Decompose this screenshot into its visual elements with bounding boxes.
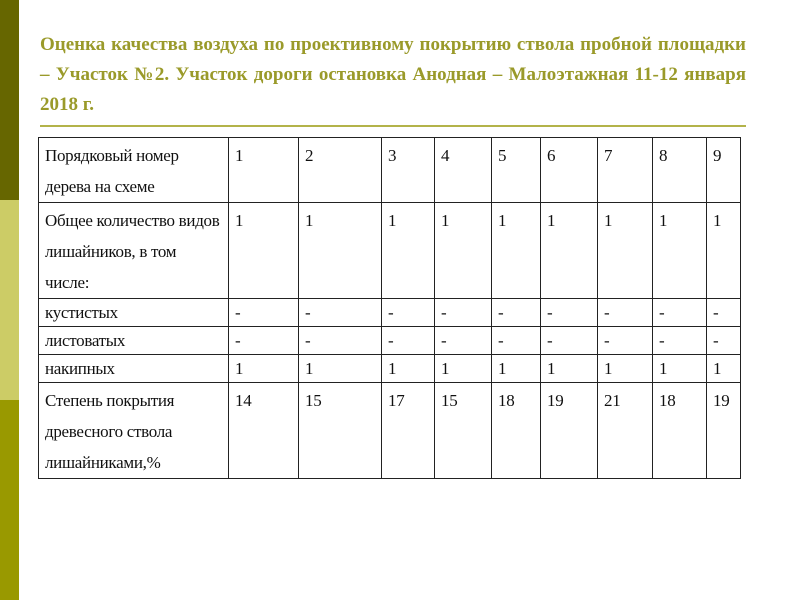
- table-row: [39, 383, 741, 479]
- table-cell: 1: [382, 203, 435, 299]
- table-cell: 8: [653, 138, 707, 203]
- table-cell: -: [229, 299, 299, 327]
- table-cell: 1: [707, 203, 741, 299]
- table-cell: 1: [492, 355, 541, 383]
- row-label: накипных: [39, 355, 229, 383]
- row-label: кустистых: [39, 299, 229, 327]
- table-cell: -: [435, 327, 492, 355]
- table-cell: 18: [653, 383, 707, 479]
- table-cell: 1: [229, 138, 299, 203]
- table-cell: -: [707, 327, 741, 355]
- table-cell: 1: [707, 355, 741, 383]
- sidebar-accent-bottom: [0, 400, 19, 600]
- table-cell: 1: [541, 355, 598, 383]
- table-cell: 19: [541, 383, 598, 479]
- table-cell: -: [382, 299, 435, 327]
- row-label: Степень покрытия древесного ствола лишайниками,%: [39, 383, 229, 479]
- slide-title: Оценка качества воздуха по проективному покрытию ствола пробной площадки – Участок №2. Участок дороги остановка Анодная – Малоэтажная 11-12 января 2018 г.: [40, 34, 746, 115]
- table-cell: 1: [598, 203, 653, 299]
- table-cell: 2: [299, 138, 382, 203]
- table-row: [39, 327, 741, 355]
- table-cell: 1: [299, 203, 382, 299]
- title-divider: [40, 125, 746, 127]
- table-cell: 1: [541, 203, 598, 299]
- table-cell: 1: [229, 203, 299, 299]
- table-cell: 5: [492, 138, 541, 203]
- table-cell: 14: [229, 383, 299, 479]
- table-cell: -: [541, 327, 598, 355]
- table-cell: 1: [492, 203, 541, 299]
- table-cell: 1: [229, 355, 299, 383]
- row-label: Порядковый номер дерева на схеме: [39, 138, 229, 203]
- table-row: [39, 203, 741, 299]
- table-row: [39, 355, 741, 383]
- table-cell: -: [541, 299, 598, 327]
- table-cell: 19: [707, 383, 741, 479]
- table-cell: 18: [492, 383, 541, 479]
- row-label: листоватых: [39, 327, 229, 355]
- table-cell: -: [229, 327, 299, 355]
- table-cell: 1: [653, 355, 707, 383]
- table-cell: 6: [541, 138, 598, 203]
- table-cell: 4: [435, 138, 492, 203]
- table-cell: 21: [598, 383, 653, 479]
- sidebar-accent-middle: [0, 200, 19, 400]
- row-label: Общее количество видов лишайников, в том числе:: [39, 203, 229, 299]
- table-cell: 1: [598, 355, 653, 383]
- table-cell: -: [435, 299, 492, 327]
- lichen-data-table: [38, 137, 741, 479]
- table-row: [39, 299, 741, 327]
- table-cell: -: [492, 299, 541, 327]
- table-cell: 15: [435, 383, 492, 479]
- table-cell: 3: [382, 138, 435, 203]
- table-row: [39, 138, 741, 203]
- table-cell: 1: [382, 355, 435, 383]
- table-cell: -: [382, 327, 435, 355]
- table-cell: 9: [707, 138, 741, 203]
- sidebar-accent-top: [0, 0, 19, 200]
- table-cell: 15: [299, 383, 382, 479]
- table-cell: -: [707, 299, 741, 327]
- table-cell: -: [299, 327, 382, 355]
- table-cell: 1: [435, 203, 492, 299]
- table-cell: -: [653, 327, 707, 355]
- table-cell: -: [492, 327, 541, 355]
- table-cell: -: [598, 327, 653, 355]
- table-cell: -: [598, 299, 653, 327]
- table-cell: 1: [435, 355, 492, 383]
- table-cell: 1: [653, 203, 707, 299]
- table-cell: 1: [299, 355, 382, 383]
- table-cell: 17: [382, 383, 435, 479]
- table-cell: 7: [598, 138, 653, 203]
- table-cell: -: [653, 299, 707, 327]
- table-cell: -: [299, 299, 382, 327]
